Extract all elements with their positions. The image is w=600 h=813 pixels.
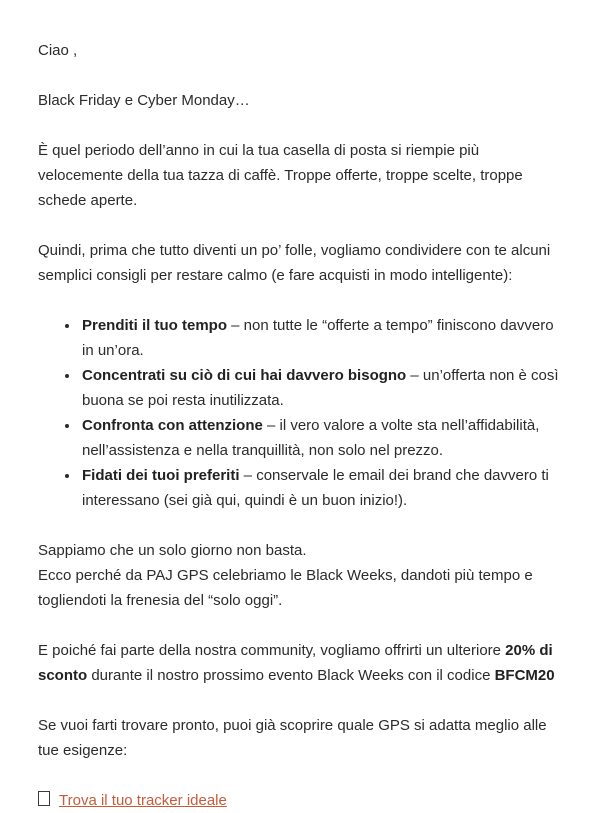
tip-item-focus-on-needs — [80, 363, 562, 413]
discount-text-part2: durante il nostro prossimo evento Black Weeks con il codice — [87, 667, 495, 684]
black-weeks-line1: Sappiamo che un solo giorno non basta. — [38, 542, 307, 559]
paragraph-discount — [38, 638, 562, 688]
greeting: Ciao , — [38, 42, 78, 59]
tip-item-compare-carefully — [80, 413, 562, 463]
discount-code: BFCM20 — [494, 667, 555, 684]
tip-title: Confronta con attenzione — [82, 417, 263, 434]
missing-glyph-icon — [38, 791, 50, 806]
subject-line: Black Friday e Cyber Monday… — [38, 92, 250, 109]
tip-text: – conservale le email dei brand che davvero ti interessano (sei già qui, quindi è un buon inizio!). — [82, 467, 549, 509]
tip-title: Concentrati su ciò di cui hai davvero bisogno — [82, 367, 407, 384]
discount-text-part1: E poiché fai parte della nostra community, vogliamo offrirti un ulteriore — [38, 642, 506, 659]
black-weeks-line2: Ecco perché da PAJ GPS celebriamo le Black Weeks, dandoti più tempo e togliendoti la frenesia del “solo oggi”. — [38, 567, 533, 609]
tip-text: – non tutte le “offerte a tempo” finiscono davvero in un’ora. — [82, 317, 554, 359]
tip-item-trust-favorites — [80, 463, 562, 513]
tip-text: – un’offerta non è così buona se poi resta inutilizzata. — [82, 367, 559, 409]
paragraph-tips-intro: Quindi, prima che tutto diventi un po’ folle, vogliamo condividere con te alcuni semplici consigli per restare calmo (e fare acquisti in modo intelligente): — [38, 242, 551, 284]
paragraph-cta-intro: Se vuoi farti trovare pronto, puoi già scoprire quale GPS si adatta meglio alle tue esigenze: — [38, 717, 547, 759]
discount-percentage: 20% di sconto — [38, 642, 553, 684]
cta-row — [38, 788, 562, 813]
tracker-link[interactable]: Trova il tuo tracker ideale — [59, 792, 227, 809]
tip-item-take-your-time — [80, 313, 562, 363]
tip-title: Fidati dei tuoi preferiti — [82, 467, 240, 484]
tip-title: Prenditi il tuo tempo — [82, 317, 227, 334]
tips-list — [38, 313, 562, 513]
paragraph-black-weeks — [38, 538, 562, 613]
paragraph-inbox: È quel periodo dell’anno in cui la tua casella di posta si riempie più velocemente della tua tazza di caffè. Troppe offerte, troppe scelte, troppe schede aperte. — [38, 142, 523, 209]
tip-text: – il vero valore a volte sta nell’affidabilità, nell’assistenza e nella tranquillità, non solo nel prezzo. — [82, 417, 540, 459]
